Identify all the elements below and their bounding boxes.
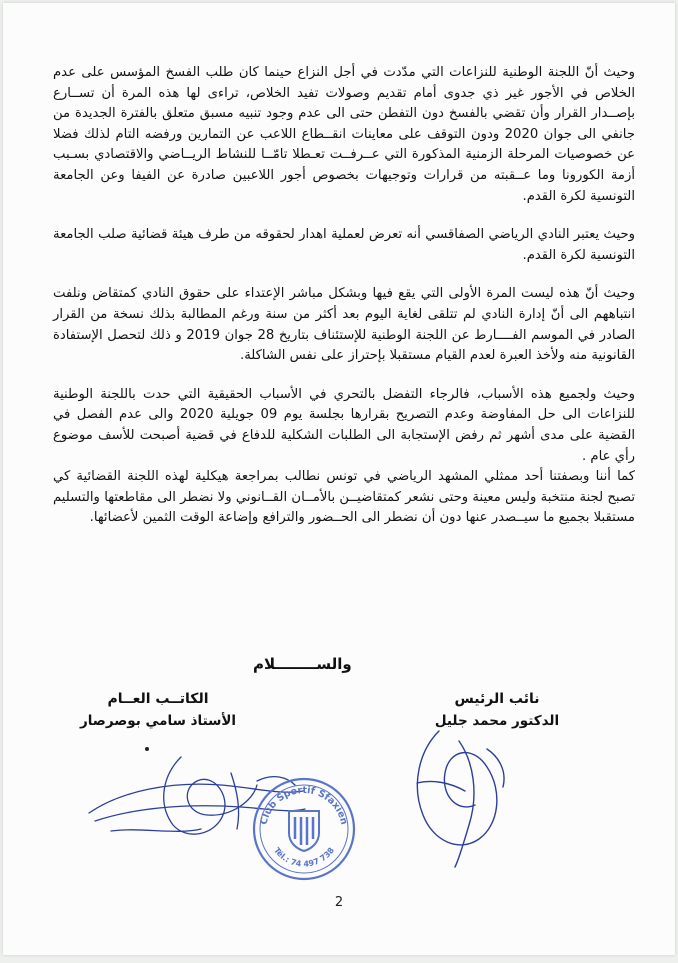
paragraph-4: وحيث ولجميع هذه الأسباب، فالرجاء التفضل بالتحري في الأسباب الحقيقية التي حدت باللجنة الوطنية للنزاعات الى حل المفاوضة وعدم التصريح بقرارها بجلسة يوم 09 جويلية 2020 والى عدم الفصل في القضية على مدى أشهر ثم رفض الإستجابة الى الطلبات الشكلية للدفاع في قضية أصبحت للأسف موضوع رأي عام . — [53, 386, 635, 464]
stamp-phone: Tél.: 74 497 738 — [271, 845, 337, 869]
club-crest-icon — [289, 811, 319, 851]
document-page — [3, 3, 675, 955]
signatory-title: نائب الرئيس — [454, 691, 540, 707]
signatory-title: الكاتــب العــام — [107, 691, 209, 707]
paragraph-1: وحيث أنّ اللجنة الوطنية للنزاعات التي مدّدت في أجل النزاع حينما كان طلب الفسخ المؤسس على عدم الخلاص في الأجور غير ذي جدوى أمام تقديم وصولات تفيد الخلاص، تراءى لها هذه المرة أن تســارع بإصــدار القرار وأن تقضي بالفسخ دون التفطن حتى الى عدم وجود تنبيه مسبق متعلق بالفترة الجديدة من جانفي الى جوان 2020 ودون التوقف على معاينات انقــطاع اللاعب عن التمارين ورفضه التام لذلك فضلا عن خصوصيات المرحلة الزمنية المذكورة التي عــرفــت تعـطلا تامّــا للنشاط الريــاضي والاقتصادي بسـبب أزمة الكورونا وما عــقبته من قرارات وتوجيهات بخصوص أجور اللاعبين صادرة عن الفيفا وعن الجامعة التونسية لكرة القدم. — [53, 65, 635, 204]
signatory-name: الدكتور محمد جليل — [434, 713, 560, 729]
club-stamp — [249, 773, 359, 883]
signatory-name: الأستاذ سامي بوصرصار — [79, 713, 237, 729]
signatory-secretary-general — [43, 691, 273, 729]
closing-salutation: والســــــــلام — [253, 655, 352, 673]
paragraph-3: وحيث أنّ هذه ليست المرة الأولى التي يقع فيها وبشكل مباشر الإعتداء على حقوق النادي كمتقاض ونلفت انتباههم الى أنّ إدارة النادي لم تتلقى لغاية اليوم بعد أكثر من سنة ورغم المطالبة بذلك نسخة من القرار الصادر في الموسم الفــــارط عن اللجنة الوطنية للإستئناف بتاريخ 28 جوان 2019 و ذلك لتحصل الإستفادة القانونية منه ولأخذ العبرة لعدم القيام مستقبلا بإحتراز على نفس الشاكلة. — [53, 286, 635, 364]
paragraph-2: وحيث يعتبر النادي الرياضي الصفاقسي أنه تعرض لعملية اهدار لحقوقه من طرف هيئة قضائية صلب الجامعة التونسية لكرة القدم. — [53, 227, 635, 263]
page-number: 2 — [334, 895, 344, 910]
handwritten-signature-right — [399, 721, 519, 871]
paragraph-5: كما أننا وبصفتنا أحد ممثلي المشهد الرياضي في تونس نطالب بمراجعة هيكلية لهذه اللجنة القضائية كي تصبح لجنة منتخبة وليس معينة وحتى نشعر كمتقاضيــن بالأمــان القــانوني ولا نضطر الى مقاطعتها والتسليم مستقبلا بجميع ما سيــصدر عنها دون أن نضطر الى الحــضور والترافع وإضاعة الوقت الثمين لأعضائها. — [53, 469, 635, 526]
stamp-club-name: Club Sportif Sfaxien — [258, 784, 350, 826]
letter-body — [53, 63, 635, 547]
